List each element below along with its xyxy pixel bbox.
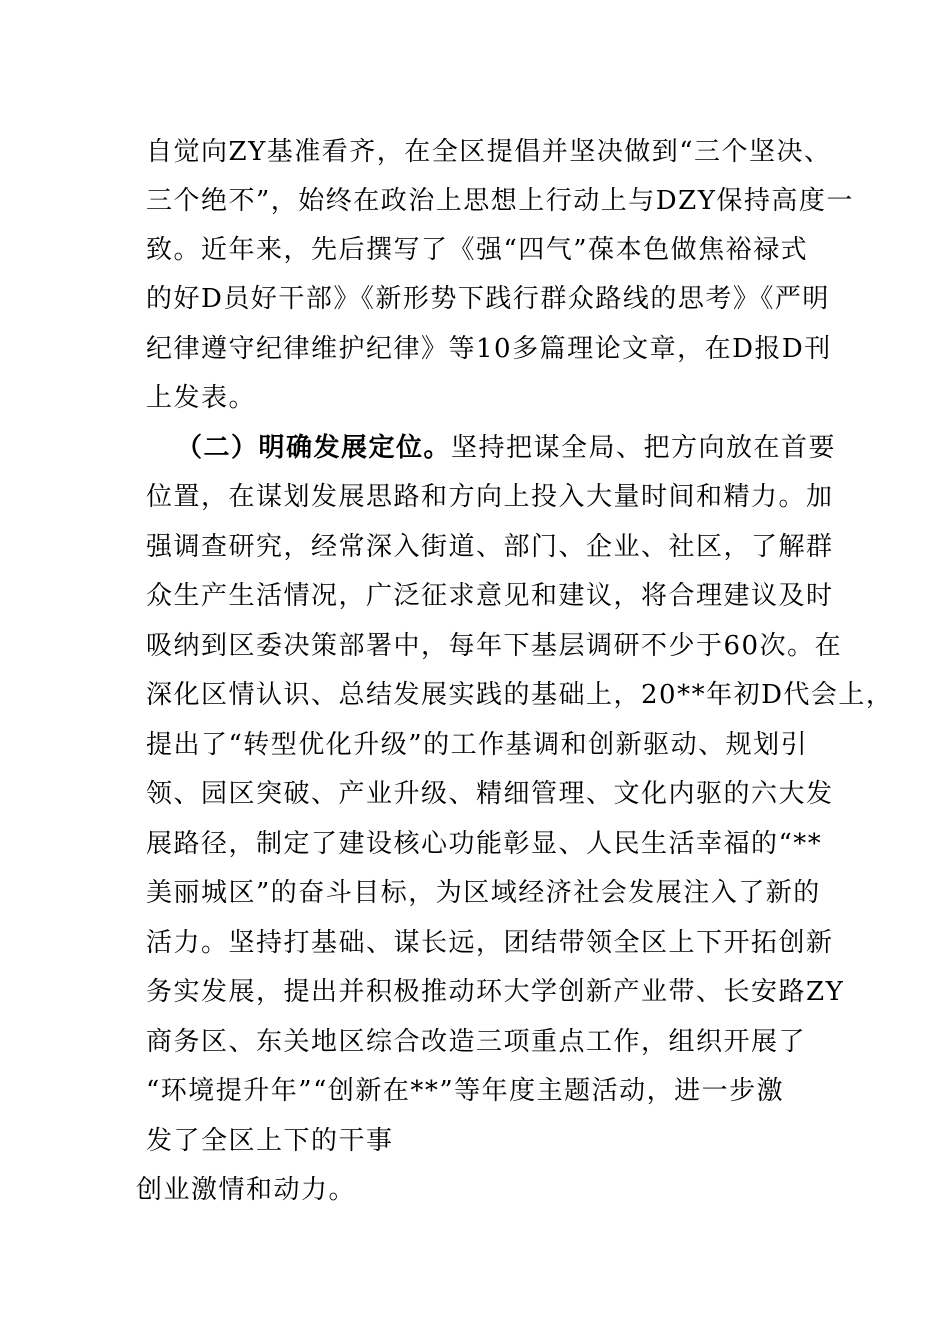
text-line: 发了全区上下的干事 [146, 1126, 394, 1156]
text-line: 的好D员好干部》《新形势下践行群众路线的思考》《严明 [146, 284, 830, 314]
text-line: 深化区情认识、总结发展实践的基础上，20**年初D代会上， [146, 680, 894, 710]
text-line: 美丽城区”的奋斗目标，为区域经济社会发展注入了新的 [146, 878, 821, 908]
text-line: “环境提升年”“创新在**”等年度主题活动，进一步激 [146, 1076, 785, 1106]
section-heading: （二）明确发展定位。 [176, 433, 452, 463]
text-line: 纪律遵守纪律维护纪律》等10多篇理论文章，在D报D刊 [146, 334, 832, 364]
text-line: 位置，在谋划发展思路和方向上投入大量时间和精力。加 [146, 482, 834, 512]
text-line: 致。近年来，先后撰写了《强“四气”葆本色做焦裕禄式 [146, 235, 809, 265]
text-line: 领、园区突破、产业升级、精细管理、文化内驱的六大发 [146, 779, 834, 809]
text-line: 强调查研究，经常深入街道、部门、企业、社区，了解群 [146, 532, 834, 562]
text-line: 商务区、东关地区综合改造三项重点工作，组织开展了 [146, 1027, 807, 1057]
text-line: 上发表。 [146, 383, 257, 413]
text-line: 提出了“转型优化升级”的工作基调和创新驱动、规划引 [146, 730, 809, 760]
text-line: 务实发展，提出并积极推动环大学创新产业带、长安路ZY [146, 977, 845, 1007]
text-line: 三个绝不”，始终在政治上思想上行动上与DZY保持高度一 [146, 186, 854, 216]
text-line: 活力。坚持打基础、谋长远，团结带领全区上下开拓创新 [146, 928, 834, 958]
text-line: 自觉向ZY基准看齐，在全区提倡并坚决做到“三个坚决、 [146, 137, 832, 167]
text-line: 吸纳到区委决策部署中，每年下基层调研不少于60次。在 [146, 631, 843, 661]
text-line: 创业激情和动力。 [136, 1175, 357, 1205]
text-line: 展路径，制定了建设核心功能彰显、人民生活幸福的“** [146, 829, 823, 859]
section-first-line-text: 坚持把谋全局、把方向放在首要 [451, 433, 837, 463]
section-first-line [176, 435, 846, 461]
text-line: 众生产生活情况，广泛征求意见和建议，将合理建议及时 [146, 581, 834, 611]
